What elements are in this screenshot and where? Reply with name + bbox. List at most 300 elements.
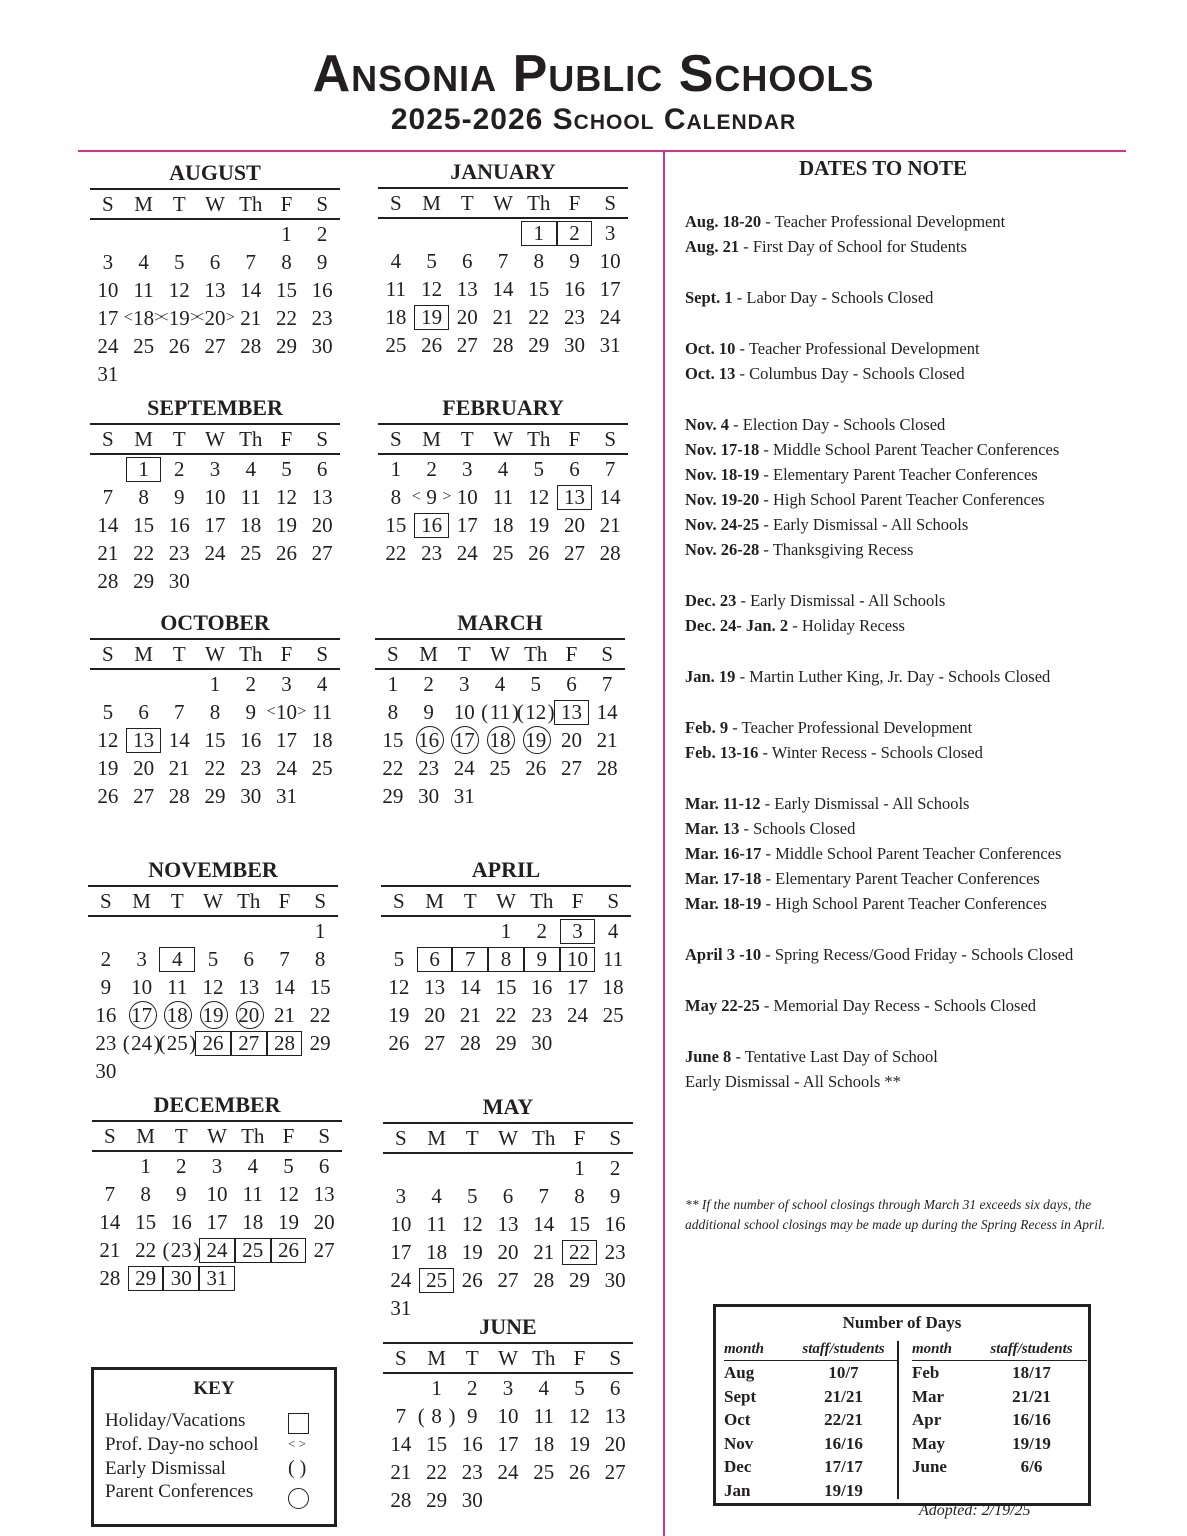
date-range: Mar. 11-12: [685, 794, 761, 813]
day-cell: 4: [607, 918, 619, 943]
days-row: [724, 1479, 899, 1503]
days-month: Sept: [724, 1386, 757, 1406]
day-cell: 30: [163, 1266, 199, 1291]
days-count: 17/17: [824, 1457, 863, 1476]
day-cell: 16: [604, 1211, 626, 1236]
week-row: [92, 1264, 342, 1292]
week-row: [90, 698, 340, 726]
day-cell: 21: [596, 727, 618, 752]
month-name: MARCH: [457, 610, 543, 635]
weekday-label: T: [172, 426, 186, 451]
day-cell: 4: [431, 1183, 442, 1208]
day-cell: 13: [204, 277, 226, 302]
day-cell: 26: [525, 755, 547, 780]
day-cell: 13: [497, 1211, 519, 1236]
day-cell: 23: [311, 305, 333, 330]
week-row: [378, 455, 628, 483]
day-cell: 2: [174, 456, 185, 481]
day-cell: 15: [204, 727, 226, 752]
date-entry: [685, 512, 1145, 537]
day-cell: 29: [426, 1487, 448, 1512]
weekday-label: Th: [532, 1125, 556, 1150]
day-cell: 28: [240, 333, 262, 358]
day-cell: 26: [388, 1030, 410, 1055]
date-range: Aug. 18-20: [685, 212, 762, 231]
week-row: [378, 539, 628, 567]
group-gap: [685, 386, 1145, 412]
day-cell: 20: [497, 1239, 519, 1264]
day-cell: 22: [562, 1240, 598, 1265]
days-month: Nov: [724, 1433, 754, 1453]
week-row: [90, 754, 340, 782]
day-cell: 5: [102, 699, 114, 724]
date-entry: [685, 361, 1145, 386]
day-cell: 11: [167, 974, 188, 999]
date-entry: [685, 841, 1145, 866]
days-count: 10/7: [828, 1363, 859, 1382]
days-row: [912, 1361, 1087, 1385]
day-cell: 21: [273, 1002, 295, 1027]
day-cell: 5: [467, 1183, 478, 1208]
day-cell: 25: [419, 1268, 455, 1293]
day-cell: 15: [382, 727, 404, 752]
day-cell: 9: [423, 699, 434, 724]
month-name: AUGUST: [169, 160, 261, 185]
date-range: Mar. 16-17: [685, 844, 762, 863]
day-cell: 11: [533, 1403, 554, 1428]
day-cell: 23: [95, 1030, 117, 1055]
day-cell: 29: [495, 1030, 517, 1055]
date-range: Nov. 17-18: [685, 440, 760, 459]
date-entry: [685, 412, 1145, 437]
day-cell: 22: [204, 755, 226, 780]
day-cell: 7: [104, 1181, 116, 1206]
day-cell: 3: [560, 919, 596, 944]
day-cell: 29: [204, 783, 226, 808]
week-row: [383, 1154, 633, 1182]
days-count: 22/21: [824, 1410, 863, 1429]
day-cell: 4: [497, 456, 509, 481]
day-cell: 10: [497, 1403, 519, 1428]
day-cell: 25: [533, 1459, 555, 1484]
weekday-label: S: [314, 888, 327, 913]
day-cell: 17: [456, 512, 478, 537]
day-cell: 31: [599, 332, 621, 357]
date-entry: [685, 1069, 1145, 1094]
day-cell: 14: [533, 1211, 555, 1236]
day-cell: 20: [560, 727, 582, 752]
day-cell: 20: [424, 1002, 446, 1027]
weekday-label: M: [134, 426, 153, 451]
day-cell: 20: [563, 512, 585, 537]
weekday-label: S: [395, 1125, 407, 1150]
date-range: June 8: [685, 1047, 732, 1066]
day-cell: 3: [395, 1183, 407, 1208]
day-cell: 3: [604, 220, 616, 245]
days-col-left: [724, 1341, 899, 1502]
days-separator: [897, 1341, 899, 1499]
group-gap: [685, 1018, 1145, 1044]
days-count: 21/21: [824, 1386, 863, 1406]
day-cell: 25: [235, 1238, 271, 1263]
month-name: MAY: [482, 1094, 534, 1119]
day-cell: 6: [138, 699, 149, 724]
date-entry: [685, 613, 1145, 638]
date-entry: [685, 209, 1145, 234]
day-cell: 14: [596, 699, 618, 724]
day-cell: 13: [554, 700, 590, 725]
day-cell: 7: [395, 1403, 407, 1428]
day-cell: 16: [168, 512, 190, 537]
week-row: [381, 973, 631, 1001]
weekday-label: W: [203, 888, 223, 913]
weekday-label: M: [425, 888, 444, 913]
day-cell: 30: [311, 333, 333, 358]
day-cell: 5: [283, 1153, 294, 1178]
month-name: NOVEMBER: [148, 857, 278, 882]
key-holiday: Holiday/Vacations: [105, 1410, 246, 1431]
day-cell: 11: [385, 276, 406, 301]
weekday-label: W: [496, 888, 516, 913]
weekday-label: S: [390, 190, 402, 215]
weekday-label: S: [104, 1123, 116, 1148]
day-cell: 12: [97, 727, 119, 752]
day-cell: 14: [168, 727, 190, 752]
key-early-dismissal: Early Dismissal: [105, 1458, 226, 1479]
week-row: [383, 1374, 633, 1402]
weekday-label: M: [136, 1123, 155, 1148]
day-cell: 11: [426, 1211, 447, 1236]
date-description: - Winter Recess - Schools Closed: [758, 743, 983, 762]
day-cell: 4: [494, 671, 506, 696]
legend-key: [91, 1367, 337, 1527]
day-cell: 4: [138, 249, 149, 274]
day-cell: 4: [159, 947, 195, 972]
day-cell: 26: [421, 332, 443, 357]
group-gap: [685, 916, 1145, 942]
weekday-label: Th: [239, 641, 263, 666]
week-row: [88, 945, 338, 973]
week-row: [383, 1266, 633, 1294]
day-cell: 11: [312, 699, 333, 724]
day-cell: 13: [456, 276, 478, 301]
day-cell: 20: [311, 512, 333, 537]
date-range: Nov. 24-25: [685, 515, 760, 534]
header-month: month: [724, 1341, 765, 1357]
day-cell: 19: [275, 512, 297, 537]
day-cell: 1: [574, 1155, 585, 1180]
week-row: [375, 670, 625, 698]
day-cell: 25: [492, 540, 514, 565]
day-cell: 1: [390, 456, 402, 481]
days-row: [724, 1385, 899, 1409]
weekday-label: S: [387, 641, 399, 666]
week-row: [90, 276, 340, 304]
date-description: - Tentative Last Day of School: [731, 1047, 938, 1066]
week-row: [90, 511, 340, 539]
day-cell: 19: [528, 512, 550, 537]
day-cell: 2: [609, 1155, 621, 1180]
day-cell: 8: [209, 699, 221, 724]
date-entry: [685, 866, 1145, 891]
date-entry: [685, 462, 1145, 487]
weekday-label: S: [607, 888, 620, 913]
day-cell: 22: [133, 540, 155, 565]
day-cell: 28: [168, 783, 190, 808]
day-cell: 7: [102, 484, 114, 509]
page-subtitle: 2025-2026 School Calendar: [390, 103, 797, 136]
month-december: [92, 1092, 342, 1292]
day-cell: 21: [97, 540, 119, 565]
week-row: [90, 782, 340, 810]
date-range: Nov. 26-28: [685, 540, 760, 559]
week-row: [90, 567, 340, 595]
date-entry: [685, 740, 1145, 765]
day-cell: 26: [568, 1459, 590, 1484]
header-month: month: [912, 1341, 953, 1357]
day-cell: 17: [390, 1239, 412, 1264]
day-cell: 31: [97, 361, 119, 386]
date-entry: [685, 993, 1145, 1018]
day-cell: 9: [467, 1403, 478, 1428]
day-cell: 22: [495, 1002, 517, 1027]
week-row: [378, 275, 628, 303]
key-title: KEY: [193, 1378, 235, 1399]
day-cell: 8: [140, 1181, 151, 1206]
day-cell: 2: [176, 1153, 187, 1178]
day-cell: 9: [609, 1183, 621, 1208]
day-cell: 1: [500, 918, 512, 943]
day-cell: 2: [316, 221, 328, 246]
day-cell: 27: [560, 755, 582, 780]
day-cell: 10: [204, 484, 226, 509]
week-row: [378, 483, 628, 511]
day-cell: 1: [521, 221, 557, 246]
header-counts: staff/students: [802, 1341, 885, 1357]
day-cell: 25: [489, 755, 511, 780]
day-cell: < 20 >: [197, 306, 233, 331]
days-count: 6/6: [1020, 1457, 1043, 1476]
date-entry: [685, 336, 1145, 361]
day-cell: 19: [195, 1003, 231, 1028]
days-month: Mar: [912, 1386, 945, 1406]
day-cell: 9: [569, 248, 580, 273]
group-gap: [685, 562, 1145, 588]
weekday-label: F: [280, 426, 293, 451]
weekday-header: [378, 423, 628, 455]
day-cell: 29: [568, 1267, 590, 1292]
days-month: Aug: [724, 1363, 755, 1382]
day-cell: 4: [245, 456, 256, 481]
weekday-header: [92, 1120, 342, 1152]
day-cell: 14: [273, 974, 295, 999]
day-cell: 16: [461, 1431, 483, 1456]
day-cell: 15: [133, 512, 155, 537]
weekday-label: T: [172, 641, 186, 666]
date-entry: [685, 285, 1145, 310]
weekday-label: W: [493, 426, 513, 451]
days-row: [724, 1432, 899, 1456]
weekday-label: F: [278, 888, 291, 913]
group-gap: [685, 310, 1145, 336]
day-cell: 16: [411, 728, 447, 753]
day-cell: 18: [492, 512, 514, 537]
weekday-label: F: [571, 888, 584, 913]
day-cell: 17: [275, 727, 297, 752]
day-cell: 26: [461, 1267, 483, 1292]
group-gap: [685, 259, 1145, 285]
day-cell: 27: [313, 1237, 335, 1262]
day-cell: 21: [240, 305, 262, 330]
date-entry: [685, 715, 1145, 740]
day-cell: 10: [390, 1211, 412, 1236]
day-cell: 27: [456, 332, 478, 357]
day-cell: 7: [174, 699, 185, 724]
day-cell: 17: [566, 974, 588, 999]
weekday-label: T: [460, 426, 474, 451]
adopted-date: Adopted: 2/19/25: [919, 1502, 1031, 1519]
day-cell: 16: [414, 513, 450, 538]
month-name: DECEMBER: [153, 1092, 281, 1117]
week-row: [88, 973, 338, 1001]
date-description: - First Day of School for Students: [739, 237, 967, 256]
weekday-label: T: [465, 1345, 479, 1370]
month-name: JUNE: [479, 1314, 537, 1339]
day-cell: 31: [390, 1295, 412, 1320]
day-cell: 14: [599, 484, 621, 509]
week-row: [92, 1152, 342, 1180]
day-cell: 18: [385, 304, 407, 329]
day-cell: 30: [418, 783, 440, 808]
day-cell: 13: [238, 974, 260, 999]
weekday-label: W: [493, 190, 513, 215]
weekday-label: M: [422, 426, 441, 451]
weekday-label: F: [280, 191, 293, 216]
weekday-header: [90, 423, 340, 455]
date-range: Dec. 23: [685, 591, 737, 610]
day-cell: 19: [277, 1209, 299, 1234]
weekday-label: S: [316, 191, 329, 216]
day-cell: 2: [426, 456, 437, 481]
week-row: [375, 698, 625, 726]
day-cell: 8: [314, 946, 326, 971]
week-row: [381, 1029, 631, 1057]
weekday-label: W: [205, 426, 225, 451]
day-cell: 29: [528, 332, 550, 357]
day-cell: 7: [279, 946, 290, 971]
page-title: Ansonia Public Schools: [312, 45, 875, 103]
day-cell: 19: [97, 755, 119, 780]
day-cell: 5: [574, 1375, 585, 1400]
day-cell: 17: [206, 1209, 228, 1234]
day-cell: 22: [385, 540, 407, 565]
day-cell: 5: [393, 946, 405, 971]
week-row: [92, 1180, 342, 1208]
day-cell: 14: [459, 974, 481, 999]
day-cell: 28: [390, 1487, 412, 1512]
date-entry: [685, 664, 1145, 689]
days-month: Feb: [912, 1363, 940, 1382]
day-cell: 7: [604, 456, 616, 481]
days-month: Dec: [724, 1457, 752, 1476]
day-cell: 18: [159, 1003, 195, 1028]
days-title: Number of Days: [842, 1313, 962, 1332]
weekday-header: [383, 1122, 633, 1154]
date-entry: [685, 537, 1145, 562]
footnote: ** If the number of school closings through March 31 exceeds six days, the additional school closings may be made up during the Spring Recess in April.: [685, 1197, 1106, 1232]
day-cell: 15: [385, 512, 407, 537]
day-cell: 18: [311, 727, 333, 752]
weekday-label: W: [205, 191, 225, 216]
day-cell: 1: [431, 1375, 442, 1400]
day-cell: 27: [604, 1459, 626, 1484]
weekday-label: M: [427, 1345, 446, 1370]
date-entry: [685, 791, 1145, 816]
weekday-label: S: [102, 191, 114, 216]
circle-symbol-icon: [288, 1488, 309, 1509]
date-description: - Thanksgiving Recess: [759, 540, 914, 559]
days-col-right: [912, 1341, 1087, 1479]
day-cell: 23: [604, 1239, 626, 1264]
day-cell: ( 23 ): [163, 1238, 199, 1263]
week-row: [383, 1238, 633, 1266]
weekday-label: M: [134, 191, 153, 216]
day-cell: 17: [446, 728, 482, 753]
week-row: [90, 670, 340, 698]
day-cell: < 10 >: [269, 700, 305, 725]
weekday-label: T: [457, 641, 471, 666]
day-cell: 6: [566, 671, 577, 696]
day-cell: 29: [309, 1030, 331, 1055]
day-cell: 28: [267, 1031, 303, 1056]
weekday-label: S: [393, 888, 405, 913]
day-cell: 3: [281, 671, 292, 696]
day-cell: 1: [140, 1153, 151, 1178]
week-row: [88, 917, 338, 945]
header-divider: [78, 150, 1126, 152]
days-count: 16/16: [824, 1433, 863, 1453]
day-cell: 24: [566, 1002, 588, 1027]
week-row: [383, 1430, 633, 1458]
month-april: [381, 857, 631, 1057]
weekday-header: [90, 638, 340, 670]
day-cell: 15: [135, 1209, 157, 1234]
day-cell: 3: [502, 1375, 514, 1400]
date-range: Dec. 24- Jan. 2: [685, 616, 789, 635]
day-cell: 3: [459, 671, 470, 696]
date-description: - Teacher Professional Development: [728, 718, 973, 737]
date-description: - Early Dismissal - All Schools: [736, 591, 946, 610]
day-cell: 7: [497, 248, 509, 273]
day-cell: 15: [568, 1211, 590, 1236]
date-description: - Teacher Professional Development: [761, 212, 1006, 231]
week-row: [90, 248, 340, 276]
week-row: [90, 455, 340, 483]
day-cell: 6: [209, 249, 221, 274]
day-cell: 26: [195, 1031, 231, 1056]
day-cell: 16: [311, 277, 333, 302]
week-row: [92, 1236, 342, 1264]
day-cell: 20: [456, 304, 478, 329]
weekday-label: Th: [527, 426, 551, 451]
date-entry: [685, 891, 1145, 916]
date-description: - Holiday Recess: [788, 616, 905, 635]
day-cell: 6: [569, 456, 580, 481]
day-cell: 27: [133, 783, 155, 808]
day-cell: 5: [530, 671, 541, 696]
day-cell: 17: [599, 276, 621, 301]
day-cell: 12: [568, 1403, 590, 1428]
